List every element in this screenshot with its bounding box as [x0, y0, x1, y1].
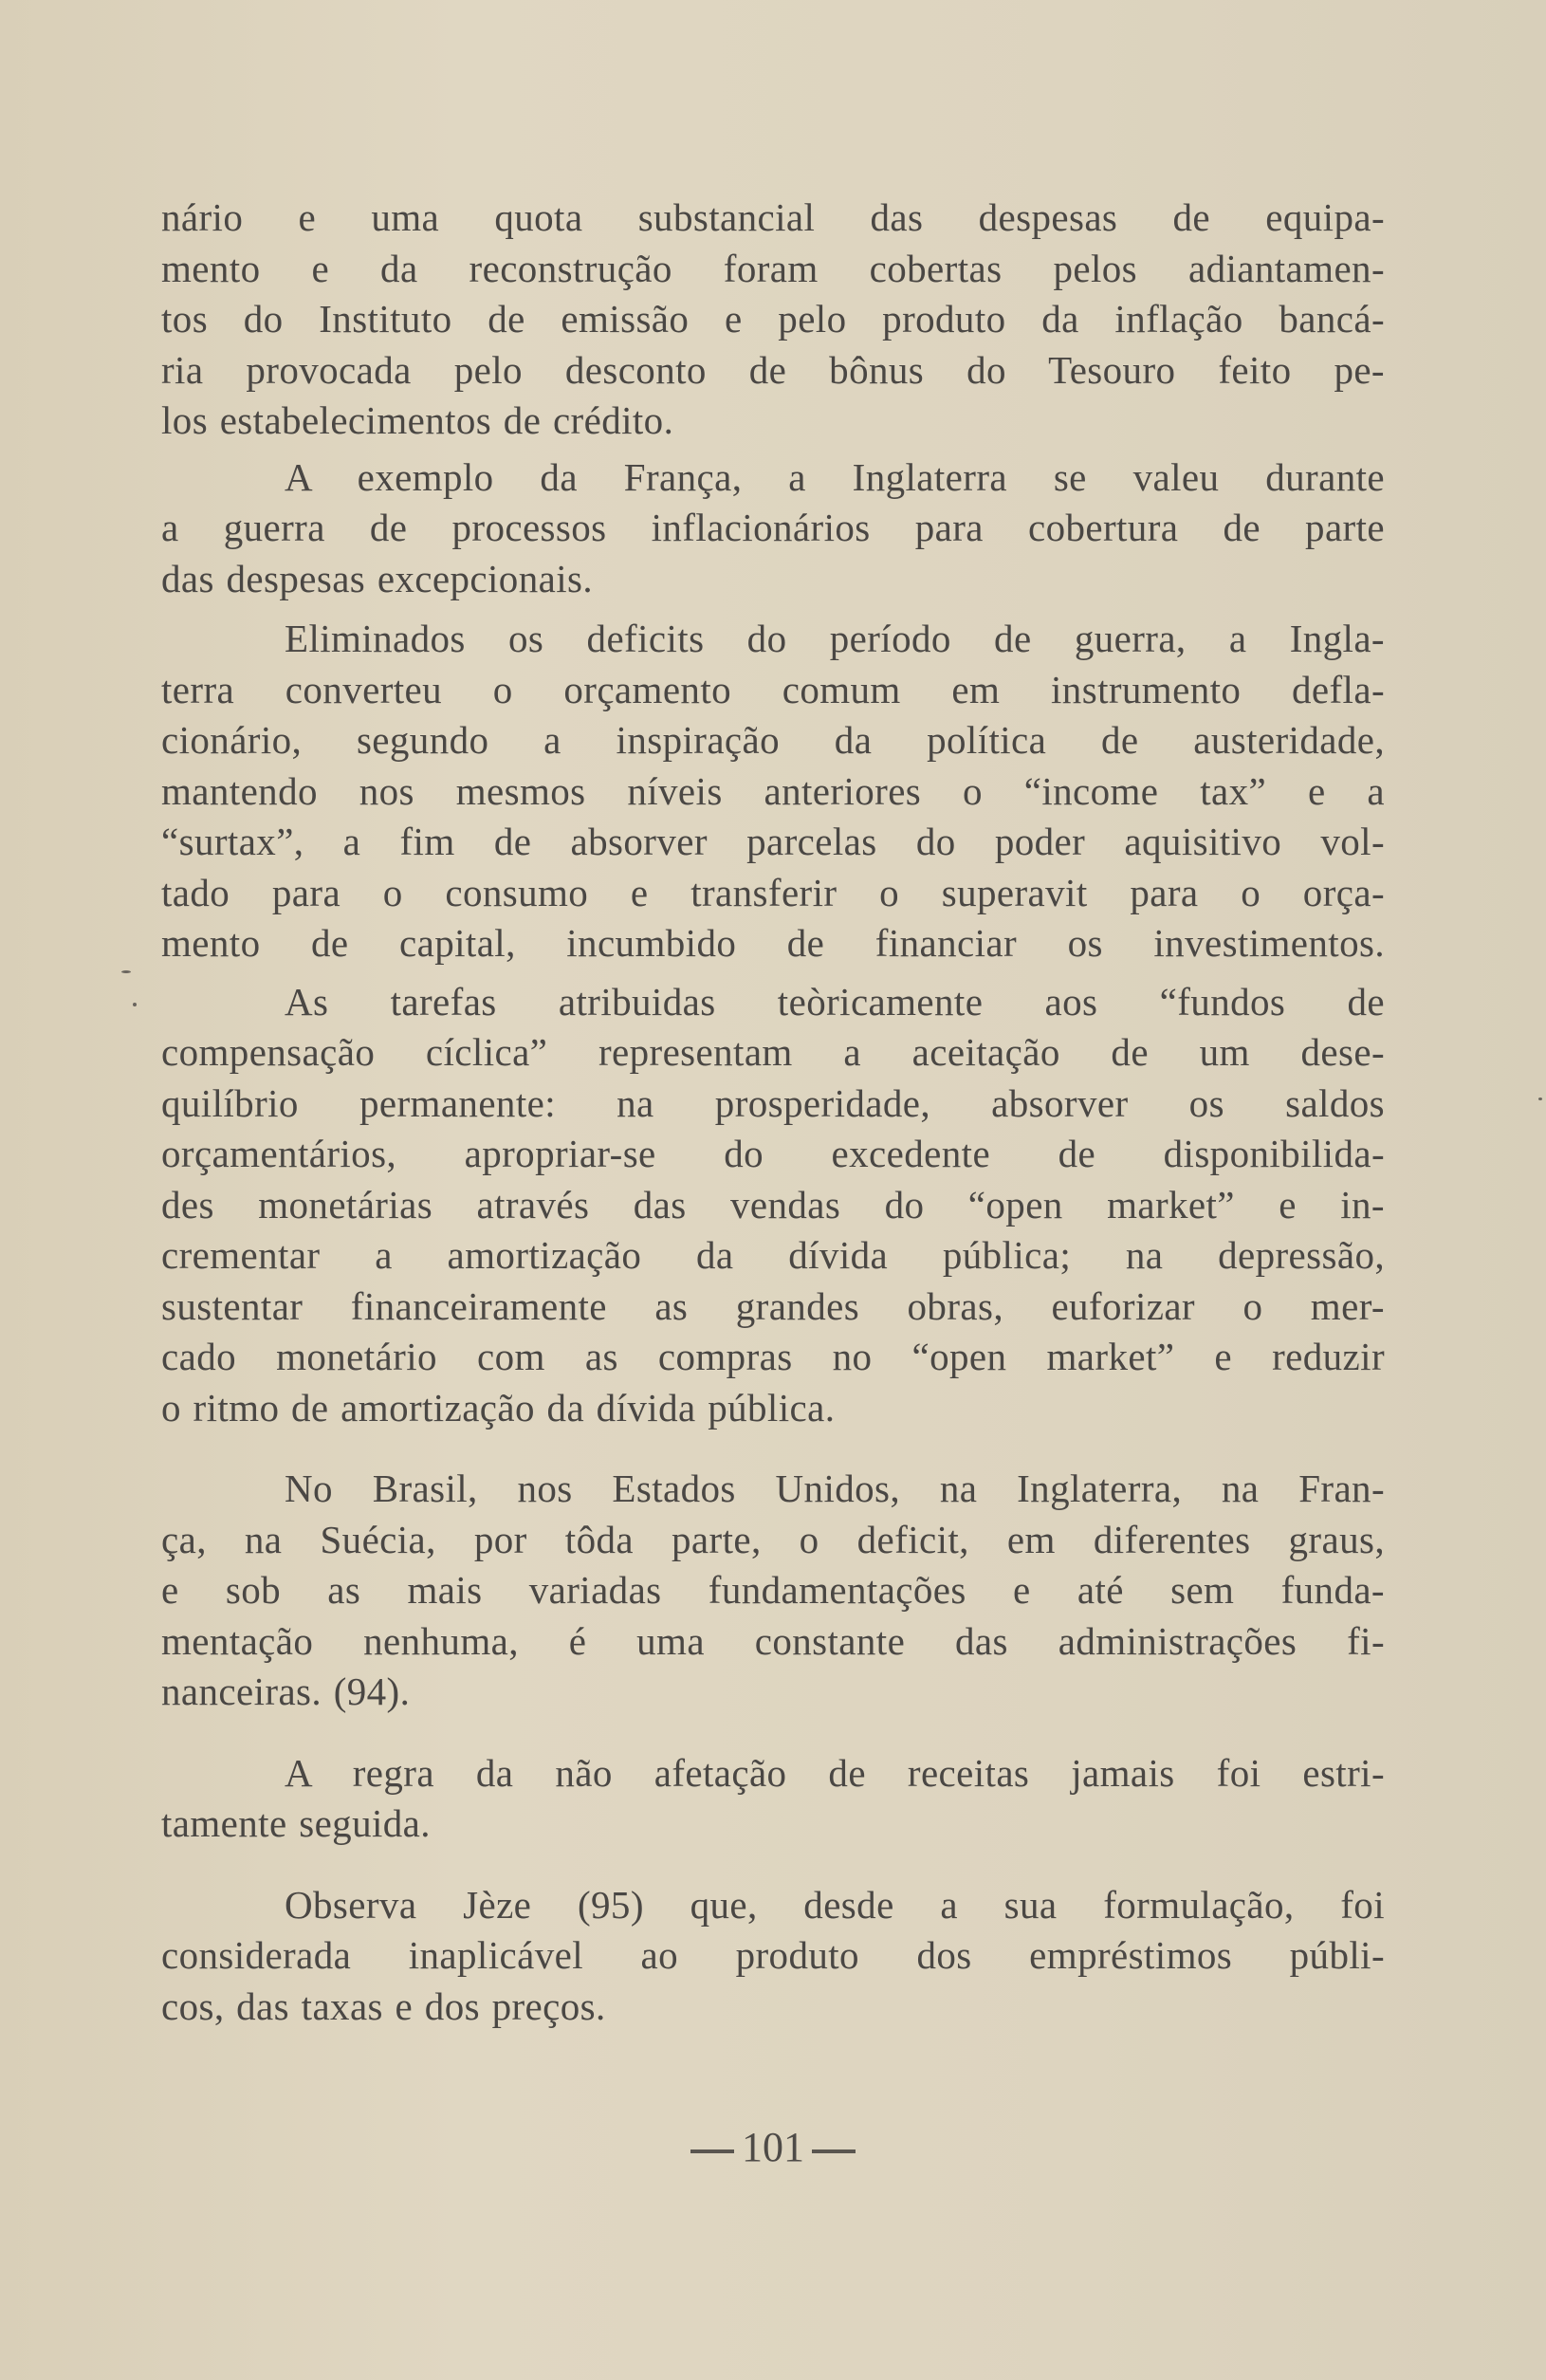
paragraph-3: [161, 614, 1385, 969]
page-body: [161, 193, 1385, 2032]
scan-speck: [1538, 1098, 1542, 1100]
text-line: tamente seguida.: [161, 1801, 431, 1845]
text-line: cionário, segundo a inspiração da política de austeridade,: [161, 718, 1385, 762]
text-line: A regra da não afetação de receitas jamais foi estri-: [285, 1750, 1385, 1795]
paragraph-2: [161, 452, 1385, 605]
text-line: mantendo nos mesmos níveis anteriores o “income tax” e a: [161, 768, 1385, 813]
text-line: orçamentários, apropriar-se do excedente de disponibilida-: [161, 1132, 1385, 1175]
paragraph-7: [161, 1880, 1385, 2033]
dash-left: [690, 2149, 734, 2153]
paragraph-6: [161, 1748, 1385, 1850]
text-line: A exemplo da França, a Inglaterra se valeu durante: [285, 454, 1385, 499]
text-line: das despesas excepcionais.: [161, 556, 593, 600]
text-line: quilíbrio permanente: na prosperidade, absorver os saldos: [161, 1080, 1385, 1125]
dash-right: [812, 2149, 856, 2153]
page-number-text: 101: [742, 2124, 804, 2170]
text-line: e sob as mais variadas fundamentações e até sem funda-: [161, 1568, 1385, 1612]
text-line: a guerra de processos inflacionários para cobertura de parte: [161, 506, 1385, 549]
text-line: As tarefas atribuidas teòricamente aos “fundos de: [285, 979, 1385, 1024]
text-line: cado monetário com as compras no “open market” e reduzir: [161, 1335, 1385, 1378]
scan-speck: [133, 1003, 137, 1006]
text-line: o ritmo de amortização da dívida pública.: [161, 1385, 836, 1430]
text-line: mentação nenhuma, é uma constante das administrações fi-: [161, 1618, 1385, 1663]
text-line: “surtax”, a fim de absorver parcelas do poder aquisitivo vol-: [161, 820, 1385, 863]
text-line: ria provocada pelo desconto de bônus do Tesouro feito pe-: [161, 347, 1385, 392]
text-line: mento de capital, incumbido de financiar os investimentos.: [161, 921, 1385, 965]
page-number: [0, 2123, 1546, 2171]
text-line: No Brasil, nos Estados Unidos, na Inglaterra, na Fran-: [285, 1467, 1385, 1510]
text-line: considerada inaplicável ao produto dos empréstimos públi-: [161, 1933, 1385, 1977]
text-line: compensação cíclica” representam a aceitação de um dese-: [161, 1030, 1385, 1074]
text-line: crementar a amortização da dívida pública; na depressão,: [161, 1233, 1385, 1277]
text-line: nanceiras. (94).: [161, 1670, 411, 1713]
paragraph-4: [161, 977, 1385, 1434]
text-line: nário e uma quota substancial das despesas de equipa-: [161, 195, 1385, 239]
paragraph-5: [161, 1464, 1385, 1718]
text-line: mento e da reconstrução foram cobertas pelos adiantamen-: [161, 246, 1385, 290]
text-line: tado para o consumo e transferir o superavit para o orça-: [161, 870, 1385, 914]
text-line: cos, das taxas e dos preços.: [161, 1983, 606, 2028]
paragraph-1: [161, 193, 1385, 447]
scan-speck: [121, 970, 131, 973]
text-line: terra converteu o orçamento comum em instrumento defla-: [161, 667, 1385, 711]
text-line: ça, na Suécia, por tôda parte, o deficit, em diferentes graus,: [161, 1517, 1385, 1561]
text-line: los estabelecimentos de crédito.: [161, 398, 674, 442]
text-line: tos do Instituto de emissão e pelo produto da inflação bancá-: [161, 297, 1385, 341]
text-line: Eliminados os deficits do período de guerra, a Ingla-: [285, 617, 1385, 660]
text-line: sustentar financeiramente as grandes obras, euforizar o mer-: [161, 1283, 1385, 1328]
text-line: Observa Jèze (95) que, desde a sua formulação, foi: [285, 1882, 1385, 1927]
text-line: des monetárias através das vendas do “open market” e in-: [161, 1182, 1385, 1227]
